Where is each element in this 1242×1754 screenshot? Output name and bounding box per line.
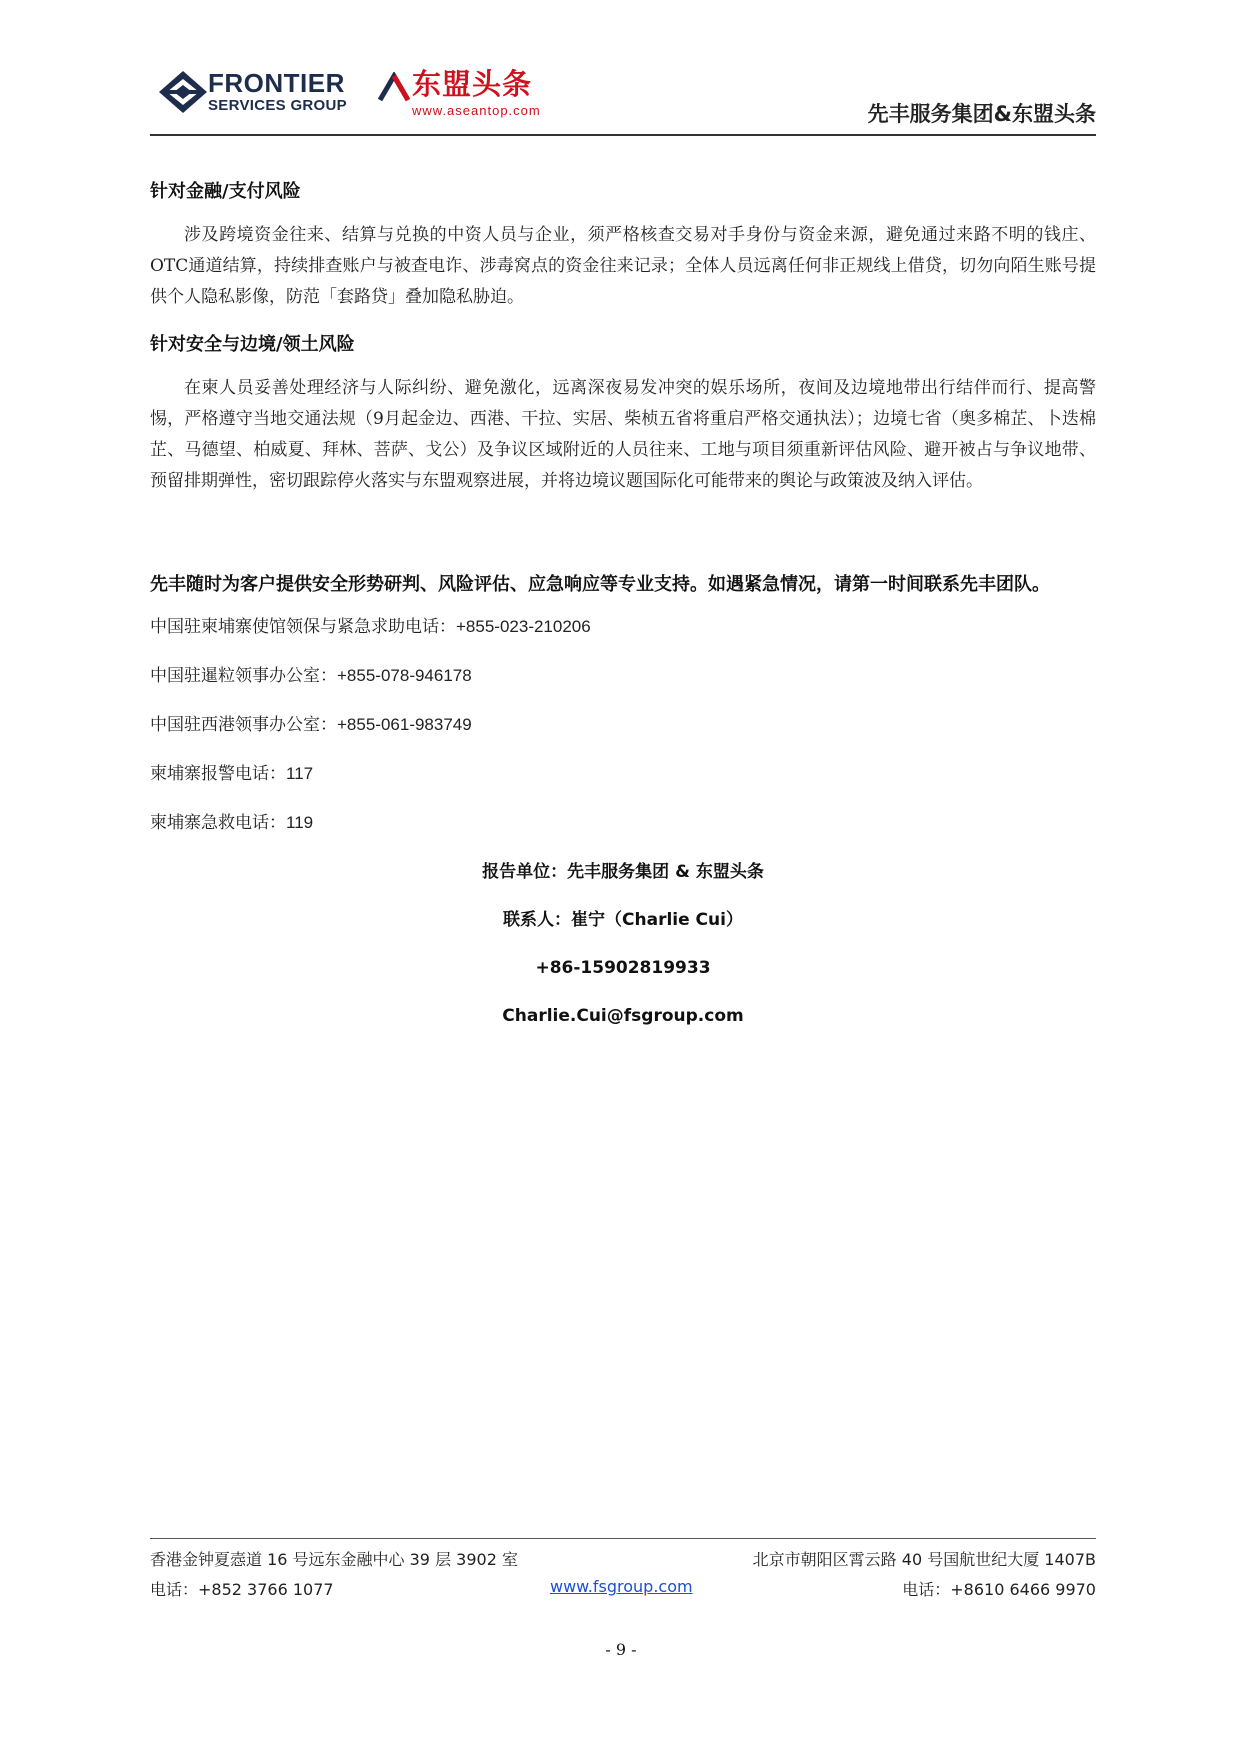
contact-number: +855-078-946178	[337, 666, 472, 685]
contact-number: +855-023-210206	[456, 617, 591, 636]
aseantop-logo-name: 东盟头条	[412, 67, 533, 101]
frontier-logo-icon	[158, 70, 208, 114]
page-number: - 9 -	[605, 1640, 637, 1659]
frontier-logo-text	[208, 70, 347, 113]
support-callout: 先丰随时为客户提供安全形势研判、风险评估、应急响应等专业支持。如遇紧急情况，请第一时间联系先丰团队。	[150, 574, 1050, 595]
report-unit: 报告单位：先丰服务集团 & 东盟头条	[482, 862, 764, 882]
contact-label: 中国驻柬埔寨使馆领保与紧急求助电话：	[150, 617, 456, 637]
contact-label: 中国驻暹粒领事办公室：	[150, 666, 337, 686]
contact-sihanoukville-office	[150, 713, 1096, 737]
footer-website-link[interactable]: www.fsgroup.com	[550, 1577, 693, 1596]
aseantop-logo-url: www.aseantop.com	[412, 103, 541, 118]
section-finance	[150, 178, 1096, 313]
section-heading: 针对安全与边境/领土风险	[150, 334, 355, 355]
section-paragraph: 在柬人员妥善处理经济与人际纠纷、避免激化，远离深夜易发冲突的娱乐场所，夜间及边境地带出行结伴而行、提高警惕，严格遵守当地交通法规（9月起金边、西港、干拉、实居、柴桢五省将重启严格交通执法）；边境七省（奥多棉芷、卜迭棉芷、马德望、柏威夏、拜林、菩萨、戈公）及争议区域附近的人员往来、工地与项目须重新评估风险、避开被占与争议地带、预留排期弹性，密切跟踪停火落实与东盟观察进展，并将边境议题国际化可能带来的舆论与政策波及纳入评估。	[150, 378, 1096, 491]
frontier-logo-line2: SERVICES GROUP	[208, 97, 347, 114]
report-info-block	[150, 860, 1096, 1028]
page-header	[150, 60, 1096, 136]
footer-bj-phone: 电话：+8610 6466 9970	[902, 1580, 1096, 1599]
page-footer	[150, 1538, 1096, 1599]
contact-number: 119	[286, 813, 314, 832]
contact-number: +855-061-983749	[337, 715, 472, 734]
footer-hk-phone: 电话：+852 3766 1077	[150, 1580, 334, 1599]
section-paragraph: 涉及跨境资金往来、结算与兑换的中资人员与企业，须严格核查交易对手身份与资金来源，避免通过来路不明的钱庄、OTC通道结算，持续排查账户与被查电诈、涉毒窝点的资金往来记录；全体人员远离任何非正规线上借贷，切勿向陌生账号提供个人隐私影像，防范「套路贷」叠加隐私胁迫。	[150, 225, 1096, 307]
aseantop-mark-icon	[378, 72, 410, 102]
contact-label: 柬埔寨急救电话：	[150, 813, 286, 833]
footer-address-row	[150, 1539, 1096, 1569]
page-content	[150, 178, 1096, 1052]
header-title: 先丰服务集团&东盟头条	[867, 102, 1096, 126]
section-border-security	[150, 331, 1096, 497]
contact-label: 中国驻西港领事办公室：	[150, 715, 337, 735]
contact-number: 117	[286, 764, 314, 783]
section-heading: 针对金融/支付风险	[150, 181, 301, 202]
report-email: Charlie.Cui@fsgroup.com	[502, 1006, 744, 1026]
emergency-contact-list	[150, 615, 1096, 835]
contact-label: 柬埔寨报警电话：	[150, 764, 286, 784]
footer-phone-row	[150, 1569, 1096, 1599]
contact-siem-reap-office	[150, 664, 1096, 688]
contact-embassy	[150, 615, 1096, 639]
header-divider	[150, 134, 1096, 136]
footer-bj-address: 北京市朝阳区霄云路 40 号国航世纪大厦 1407B	[752, 1550, 1096, 1569]
footer-hk-address: 香港金钟夏悫道 16 号远东金融中心 39 层 3902 室	[150, 1550, 518, 1569]
contact-police	[150, 762, 1096, 786]
contact-ambulance	[150, 811, 1096, 835]
report-phone: +86-15902819933	[535, 958, 711, 978]
frontier-logo-line1: FRONTIER	[208, 68, 345, 98]
report-contact-person: 联系人：崔宁（Charlie Cui）	[503, 910, 743, 930]
